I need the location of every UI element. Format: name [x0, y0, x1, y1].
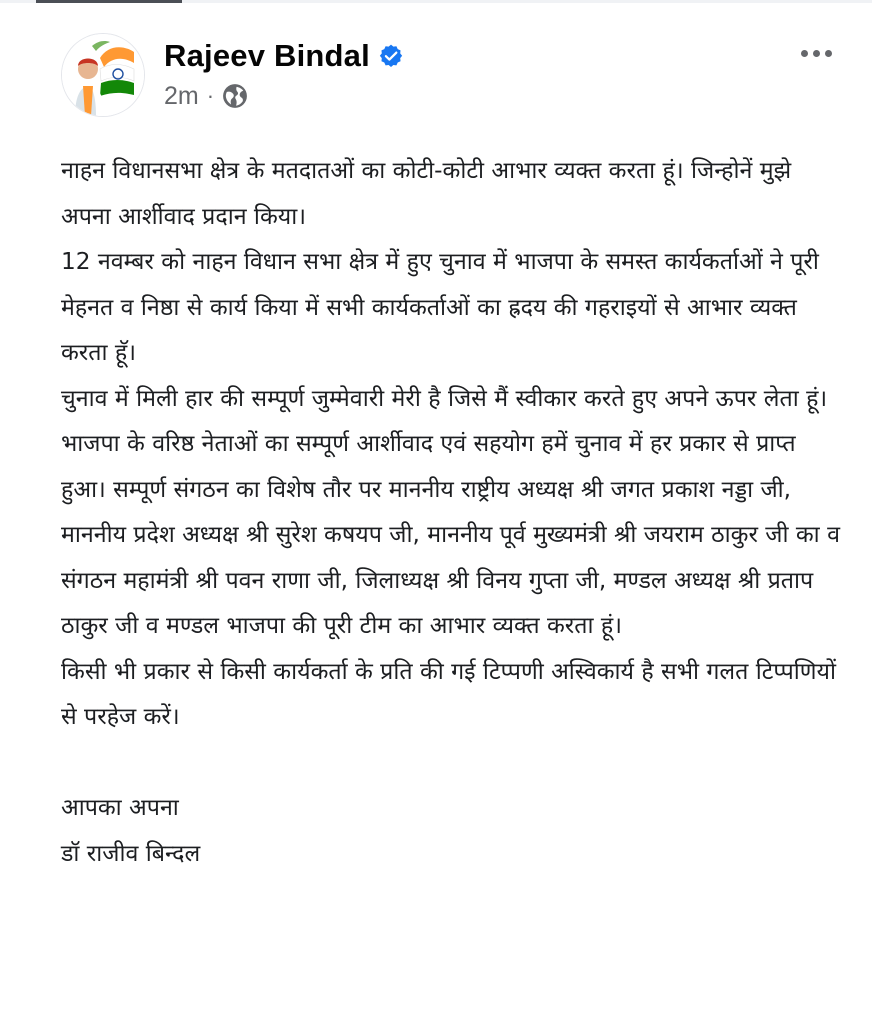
- more-options-icon: [825, 50, 832, 57]
- post-body: [61, 148, 841, 876]
- post-paragraph-5: किसी भी प्रकार से किसी कार्यकर्ता के प्रति की गई टिप्पणी अस्विकार्य है सभी गलत टिप्पणियों से परहेज करें।: [61, 657, 836, 730]
- post-meta: [164, 82, 684, 110]
- post-paragraph-2: 12 नवम्बर को नाहन विधान सभा क्षेत्र में हुए चुनाव में भाजपा के समस्त कार्यकर्ताओं ने पूरी मेहनत व निष्ठा से कार्य किया में सभी कार्यकर्ताओं का ह्रदय की गहराइयों से आभार व्यक्त करता हूॅ।: [61, 248, 819, 366]
- more-options-icon: [801, 50, 808, 57]
- more-options-button[interactable]: [790, 38, 842, 68]
- more-options-icon: [813, 50, 820, 57]
- post-paragraph-4: भाजपा के वरिष्ठ नेताओं का सम्पूर्ण आर्शीवाद एवं सहयोग हमें चुनाव में हर प्रकार से प्राप्त हुआ। सम्पूर्ण संगठन का विशेष तौर पर माननीय राष्ट्रीय अध्यक्ष श्री जगत प्रकाश नड्डा जी, माननीय प्रदेश अध्यक्ष श्री सुरेश कषयप जी, माननीय पूर्व मुख्यमंत्री श्री जयराम ठाकुर जी का व संगठन महामंत्री श्री पवन राणा जी, जिलाध्यक्ष श्री विनय गुप्ता जी, मण्डल अध्यक्ष श्री प्रताप ठाकुर जी व मण्डल भाजपा की पूरी टीम का आभार व्यक्त करता हूं।: [61, 430, 840, 639]
- post-paragraph-1: नाहन विधानसभा क्षेत्र के मतदातओं का कोटी-कोटी आभार व्यक्त करता हूं। जिन्होनें मुझे अपना आर्शीवाद प्रदान किया।: [61, 157, 792, 230]
- paragraph-spacer: [61, 740, 841, 786]
- globe-icon[interactable]: [222, 83, 248, 109]
- avatar[interactable]: [62, 34, 144, 116]
- signoff-line-1: आपका अपना: [61, 794, 179, 821]
- avatar-image: [62, 34, 144, 116]
- author-block: [164, 36, 684, 116]
- verified-badge-icon: [378, 43, 404, 69]
- author-row: [164, 36, 684, 76]
- post-header: [62, 34, 842, 120]
- signoff-line-2: डॉ राजीव बिन्दल: [61, 839, 201, 867]
- post-paragraph-3: चुनाव में मिली हार की सम्पूर्ण जुम्मेवारी मेरी है जिसे मैं स्वीकार करते हुए अपने ऊपर लेता हूं।: [61, 384, 828, 412]
- meta-separator: ·: [206, 83, 215, 108]
- post-time[interactable]: 2m: [164, 81, 199, 110]
- author-name[interactable]: Rajeev Bindal: [164, 38, 370, 73]
